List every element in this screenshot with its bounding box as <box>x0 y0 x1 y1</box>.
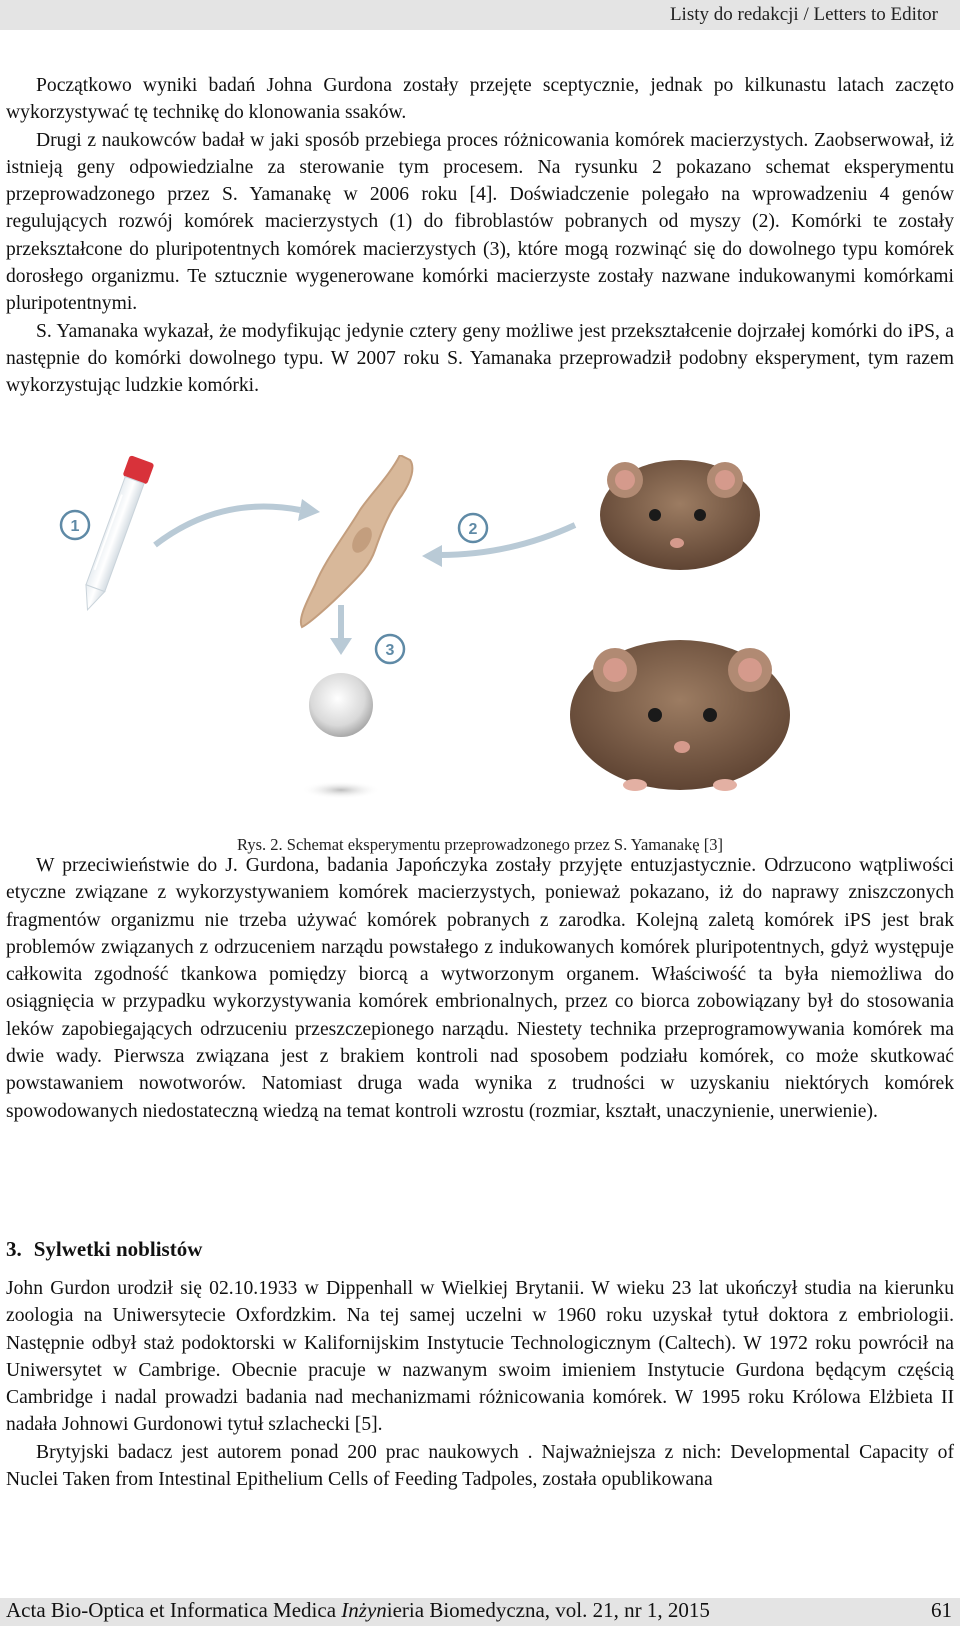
figure-yamanaka-experiment <box>40 455 940 840</box>
section-text <box>6 1275 954 1493</box>
arrow-head <box>330 638 352 655</box>
stem-cell-icon <box>309 673 373 737</box>
marker-2 <box>459 514 487 542</box>
test-tube-icon <box>75 455 154 614</box>
figure-caption: Rys. 2. Schemat eksperymentu przeprowadzonego przez S. Yamanakę [3] <box>237 835 723 854</box>
journal-name: Acta Bio-Optica et Informatica Medica <box>6 1598 342 1622</box>
marker-3 <box>376 635 404 663</box>
section-heading <box>6 1237 202 1262</box>
running-header: Listy do redakcji / Letters to Editor <box>669 4 938 25</box>
paragraph: Brytyjski badacz jest autorem ponad 200 prac naukowych . Najważniejsza z nich: Developmental Capacity of Nuclei Taken from Intestinal Epithelium Cells of Feeding Tadpoles, została opublikowana <box>6 1441 954 1491</box>
journal-volume: ieria Biomedyczna, vol. 21, nr 1, 2015 <box>386 1598 710 1622</box>
middle-text <box>6 852 954 1125</box>
svg-text:3: 3 <box>385 642 395 659</box>
marker-1 <box>61 511 89 539</box>
arrow-tube-to-cell <box>155 507 300 545</box>
mouse-icon <box>570 640 790 791</box>
paragraph: S. Yamanaka wykazał, że modyfikując jedynie cztery geny możliwe jest przekształcenie dojrzałej komórki do iPS, a następnie do komórki dowolnego typu. W 2007 roku S. Yamanaka przeprowadził podobny eksperyment, tym razem wykorzystując ludzkie komórki. <box>6 320 954 397</box>
cell-shadow <box>301 781 381 799</box>
svg-text:1: 1 <box>70 518 80 535</box>
experiment-diagram <box>40 455 940 840</box>
paragraph: John Gurdon urodził się 02.10.1933 w Dippenhall w Wielkiej Brytanii. W wieku 23 lat ukończył studia na kierunku zoologia na Uniwersytecie Oxfordzkim. Na tej samej uczelni w 1960 roku uzyskał tytuł doktora z embriologii. Następnie odbył staż podoktorski w Kalifornijskim Instytucie Technologicznym (Caltech). W 1972 roku powrócił na Uniwersytet w Cambrige. Obecnie pracuje w nazwanym swoim imieniem Instytucie Gurdona będącym częścią Cambridge i nadal prowadzi badania nad mechanizmami różnicowania komórek. W 1995 roku Królowa Elżbieta II nadała Johnowi Gurdonowi tytuł szlachecki [5]. <box>6 1278 954 1436</box>
intro-text <box>6 72 954 400</box>
page-number: 61 <box>931 1598 952 1622</box>
section-number: 3. <box>6 1237 22 1261</box>
journal-name-italic: Inżyn <box>341 1598 387 1622</box>
section-title: Sylwetki noblistów <box>33 1237 203 1261</box>
mouse-icon <box>600 460 760 570</box>
paragraph: W przeciwieństwie do J. Gurdona, badania Japończyka zostały przyjęte entuzjastycznie. Odrzucono wątpliwości etyczne związane z wykorzystywaniem komórek macierzystych, ponieważ pokazano, iż do naprawy zniszczonych fragmentów organizmu nie trzeba używać komórek pobranych z zarodka. Kolejną zaletą komórek iPS jest brak problemów związanych z odrzuceniem narządu powstałego z indukowanych komórek pluripotentnych, gdyż występuje całkowita zgodność tkankowa pomiędzy biorcą a wytworzonym organem. Właściwość ta była niemożliwa do osiągnięcia w przypadku wykorzystywania komórek embrionalnych, przez co biorca zobowiązany był do stosowania leków zapobiegających odrzuceniu przeszczepionego narządu. Niestety technika przeprogramowywania komórek ma dwie wady. Pierwsza związana jest z brakiem kontroli nad sposobem podziału komórek, co może skutkować powstawaniem nowotworów. Natomiast druga wada wynika z trudności w uzyskaniu niektórych komórek spowodowanych niedostateczną wiedzą na temat kontroli wzrostu (rozmiar, kształt, unaczynienie, unerwienie). <box>6 855 954 1122</box>
journal-footer <box>6 1598 710 1623</box>
paragraph: Początkowo wyniki badań Johna Gurdona zostały przejęte sceptycznie, jednak po kilkunastu latach zaczęto wykorzystywać tę technikę do klonowania ssaków. <box>6 75 954 124</box>
paragraph: Drugi z naukowców badał w jaki sposób przebiega proces różnicowania komórek macierzystych. Zaobserwował, iż istnieją geny odpowiedzialne za sterowanie tym procesem. Na rysunku 2 pokazano schemat eksperymentu przeprowadzonego przez S. Yamanakę w 2006 roku [4]. Doświadczenie polegało na wprowadzeniu 4 genów regulujących rozwój komórek macierzystych (1) do fibroblastów pobranych od myszy (2). Komórki te zostały przekształcone do pluripotentnych komórek macierzystych (3), które mogą rozwinąć się do dowolnego typu komórek dorosłego organizmu. Te sztucznie wygenerowane komórki macierzyste zostały nazwane indukowanymi komórkami pluripotentnymi. <box>6 129 954 315</box>
arrow-head <box>298 499 320 521</box>
arrow-head <box>422 545 442 567</box>
svg-text:2: 2 <box>468 521 478 538</box>
